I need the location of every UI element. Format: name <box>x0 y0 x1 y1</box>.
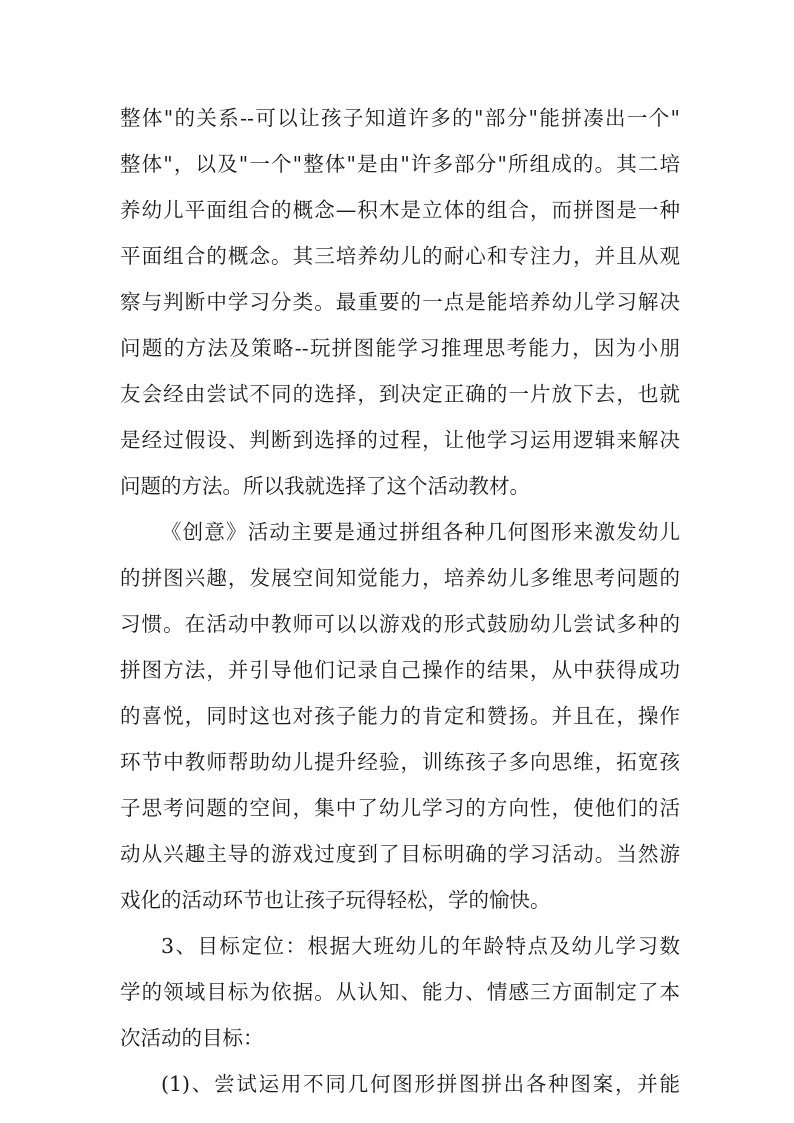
text-line: 动从兴趣主导的游戏过度到了目标明确的学习活动。当然游 <box>120 842 680 866</box>
text-line: (1)、尝试运用不同几何图形拼图拼出各种图案，并能 <box>161 1072 680 1096</box>
text-line: 拼图方法，并引导他们记录自己操作的结果，从中获得成功 <box>120 658 680 682</box>
paragraph-4 <box>120 1061 680 1107</box>
text-line: 察与判断中学习分类。最重要的一点是能培养幼儿学习解决 <box>120 290 680 314</box>
text-line: 3、目标定位：根据大班幼儿的年龄特点及幼儿学习数 <box>161 934 680 958</box>
text-line: 子思考问题的空间，集中了幼儿学习的方向性，使他们的活 <box>120 796 680 820</box>
text-line: 问题的方法。所以我就选择了这个活动教材。 <box>120 474 530 498</box>
document-body <box>120 95 680 1107</box>
text-line: 整体"的关系--可以让孩子知道许多的"部分"能拼凑出一个" <box>120 106 680 130</box>
text-line: 次活动的目标： <box>120 1026 264 1050</box>
text-line: 《创意》活动主要是通过拼组各种几何图形来激发幼儿 <box>161 520 680 544</box>
text-line: 问题的方法及策略--玩拼图能学习推理思考能力，因为小朋 <box>120 336 680 360</box>
text-line: 学的领域目标为依据。从认知、能力、情感三方面制定了本 <box>120 980 680 1004</box>
text-line: 整体"，以及"一个"整体"是由"许多部分"所组成的。其二培 <box>120 152 680 176</box>
text-line: 环节中教师帮助幼儿提升经验，训练孩子多向思维，拓宽孩 <box>120 750 680 774</box>
text-line: 戏化的活动环节也让孩子玩得轻松，学的愉快。 <box>120 888 551 912</box>
text-line: 平面组合的概念。其三培养幼儿的耐心和专注力，并且从观 <box>120 244 680 268</box>
text-line: 友会经由尝试不同的选择，到决定正确的一片放下去，也就 <box>120 382 680 406</box>
text-line: 的喜悦，同时这也对孩子能力的肯定和赞扬。并且在，操作 <box>120 704 680 728</box>
text-line: 养幼儿平面组合的概念—积木是立体的组合，而拼图是一种 <box>120 198 680 222</box>
paragraph-2 <box>120 509 680 923</box>
text-line: 是经过假设、判断到选择的过程，让他学习运用逻辑来解决 <box>120 428 680 452</box>
text-line: 习惯。在活动中教师可以以游戏的形式鼓励幼儿尝试多种的 <box>120 612 680 636</box>
paragraph-1 <box>120 95 680 509</box>
paragraph-3 <box>120 923 680 1061</box>
text-line: 的拼图兴趣，发展空间知觉能力，培养幼儿多维思考问题的 <box>120 566 680 590</box>
